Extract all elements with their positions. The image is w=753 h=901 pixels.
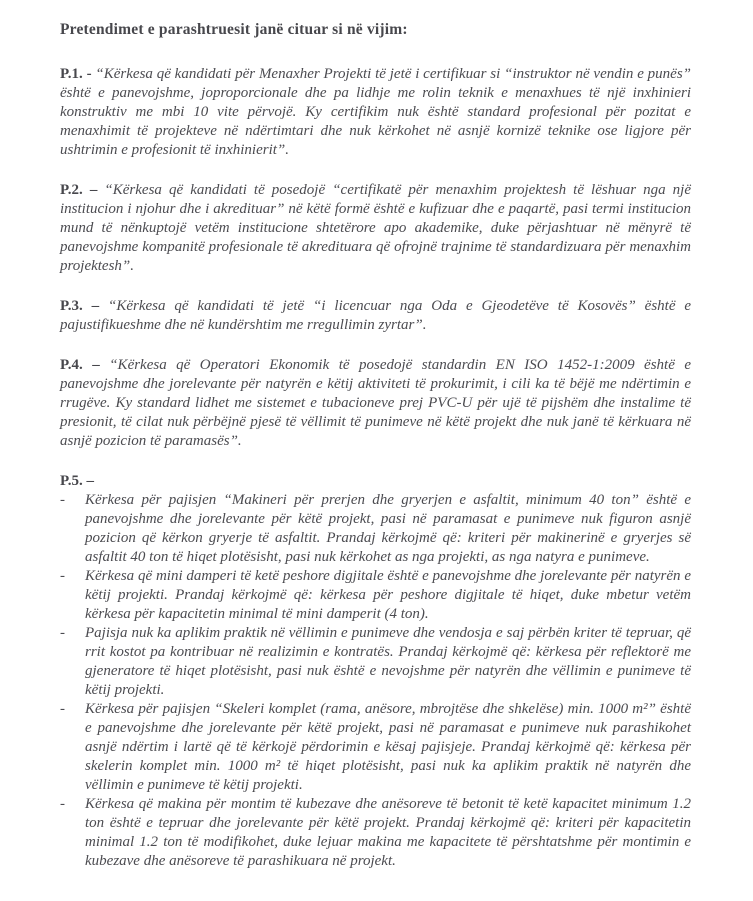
claim-p4-label: P.4. – [60, 357, 100, 373]
claim-p2-text: “Kërkesa që kandidati të posedojë “certifikatë për menaxhim projektesh të lëshuar nga një institucion i njohur dhe i akredituar” në këtë formë është e kufizuar dhe e paqartë, pasi termi institucion mund të nënkuptojë vetëm institucione shtetërore apo akademike, duke përjashtuar në mënyrë të panevojshme kompanitë profesionale të akredituara që ofrojnë trajnime të standardizuara për menaxhim projektesh”. [60, 182, 691, 274]
claim-p1 [60, 65, 691, 160]
list-item-text: Kërkesa për pajisjen “Skeleri komplet (rama, anësore, mbrojtëse dhe shkelëse) min. 1000 m²” është e panevojshme dhe jorelevante për këtë projekt, pasi në paramasat e punimeve nuk parashikohet asnjë ndërtim i lartë që të kërkojë përdorimin e kësaj pajisjeje. Prandaj kërkojmë që: kërkesa për skelerin komplet min. 1000 m² të hiqet plotësisht, pasi nuk ka aplikim praktik në natyrën dhe vëllimin e punimeve të këtij projekti. [85, 701, 691, 793]
claim-p1-text: “Kërkesa që kandidati për Menaxher Projekti të jetë i certifikuar si “instruktor në vendin e punës” është e panevojshme, joproporcionale dhe pa lidhje me rolin teknik e menaxhues të një inxhinieri konstruktiv me mbi 10 vite përvojë. Ky certifikim nuk është standard profesional për pozitat e menaxhimit të projekteve në ndërtimtari dhe nuk kërkohet në asnjë kornizë teknike ose ligjore për ushtrimin e profesionit të inxhinierit”. [60, 66, 692, 158]
claim-p1-label: P.1. - [60, 66, 92, 82]
claim-p5-list [60, 491, 691, 871]
list-item-text: Kërkesa që mini damperi të ketë peshore digjitale është e panevojshme dhe jorelevante për natyrën e këtij projekti. Prandaj kërkojmë që: kërkesa për peshore digjitale të hiqet, duke mbetur vetëm kërkesa për kapacitetin minimal të mini damperit (4 ton). [85, 568, 691, 622]
bullet-dash: - [60, 701, 65, 717]
claim-p5-label: P.5. – [60, 473, 95, 489]
claim-p2-label: P.2. – [60, 182, 98, 198]
list-item [60, 491, 691, 567]
list-item [60, 567, 691, 624]
list-item [60, 795, 691, 871]
claim-p3-text: “Kërkesa që kandidati të jetë “i licencuar nga Oda e Gjeodetëve të Kosovës” është e pajustifikueshme dhe në kundërshtim me rregullimin zyrtar”. [60, 298, 691, 333]
claim-p4-text: “Kërkesa që Operatori Ekonomik të posedojë standardin EN ISO 1452-1:2009 është e panevojshme dhe jorelevante për natyrën e këtij aktiviteti të prokurimit, i cili ka të bëjë me ndërtimin e rrugëve. Ky standard lidhet me sistemet e tubacioneve prej PVC-U për ujë të pijshëm dhe instalime të presionit, të cilat nuk përbëjnë pjesë të vëllimit të punimeve në këtë projekt dhe nuk janë të kërkuara në asnjë pozicion të paramasës”. [60, 357, 691, 449]
claim-p2 [60, 181, 691, 276]
list-item-text: Kërkesa që makina për montim të kubezave dhe anësoreve të betonit të ketë kapacitet minimum 1.2 ton është e tepruar dhe jorelevante për këtë projekt. Prandaj kërkojmë që: kriteri për kapacitetin minimal 1.2 ton të modifikohet, duke lejuar makina me kapacitete të përshtatshme për montimin e kubezave dhe anësoreve të parashikuara në projekt. [85, 796, 691, 869]
list-item-text: Kërkesa për pajisjen “Makineri për prerjen dhe gryerjen e asfaltit, minimum 40 ton” është e panevojshme dhe jorelevante për këtë projekt, pasi në paramasat e punimeve nuk figuron asnjë pozicion që kërkon gryerje të asfaltit. Prandaj kërkojmë që: kriteri për makinerinë e gryerjes së asfaltit 40 ton të hiqet plotësisht, pasi nuk kërkohet as nga projekti, as nga natyra e punimeve. [85, 492, 691, 565]
list-item [60, 700, 691, 795]
list-item-text: Pajisja nuk ka aplikim praktik në vëllimin e punimeve dhe vendosja e saj përbën kriter të tepruar, që rrit kostot pa kontribuar në realizimin e kontratës. Prandaj kërkojmë që: kërkesa për reflektorë me gjeneratore të hiqet plotësisht, pasi nuk është e nevojshme për natyrën dhe vëllimin e punimeve të këtij projekti. [85, 625, 691, 698]
bullet-dash: - [60, 492, 65, 508]
bullet-dash: - [60, 625, 65, 641]
page-title: Pretendimet e parashtruesit janë cituar si në vijim: [60, 21, 408, 38]
claim-p3 [60, 297, 691, 335]
claim-p4 [60, 356, 691, 451]
list-item [60, 624, 691, 700]
bullet-dash: - [60, 568, 65, 584]
bullet-dash: - [60, 796, 65, 812]
claim-p3-label: P.3. – [60, 298, 100, 314]
